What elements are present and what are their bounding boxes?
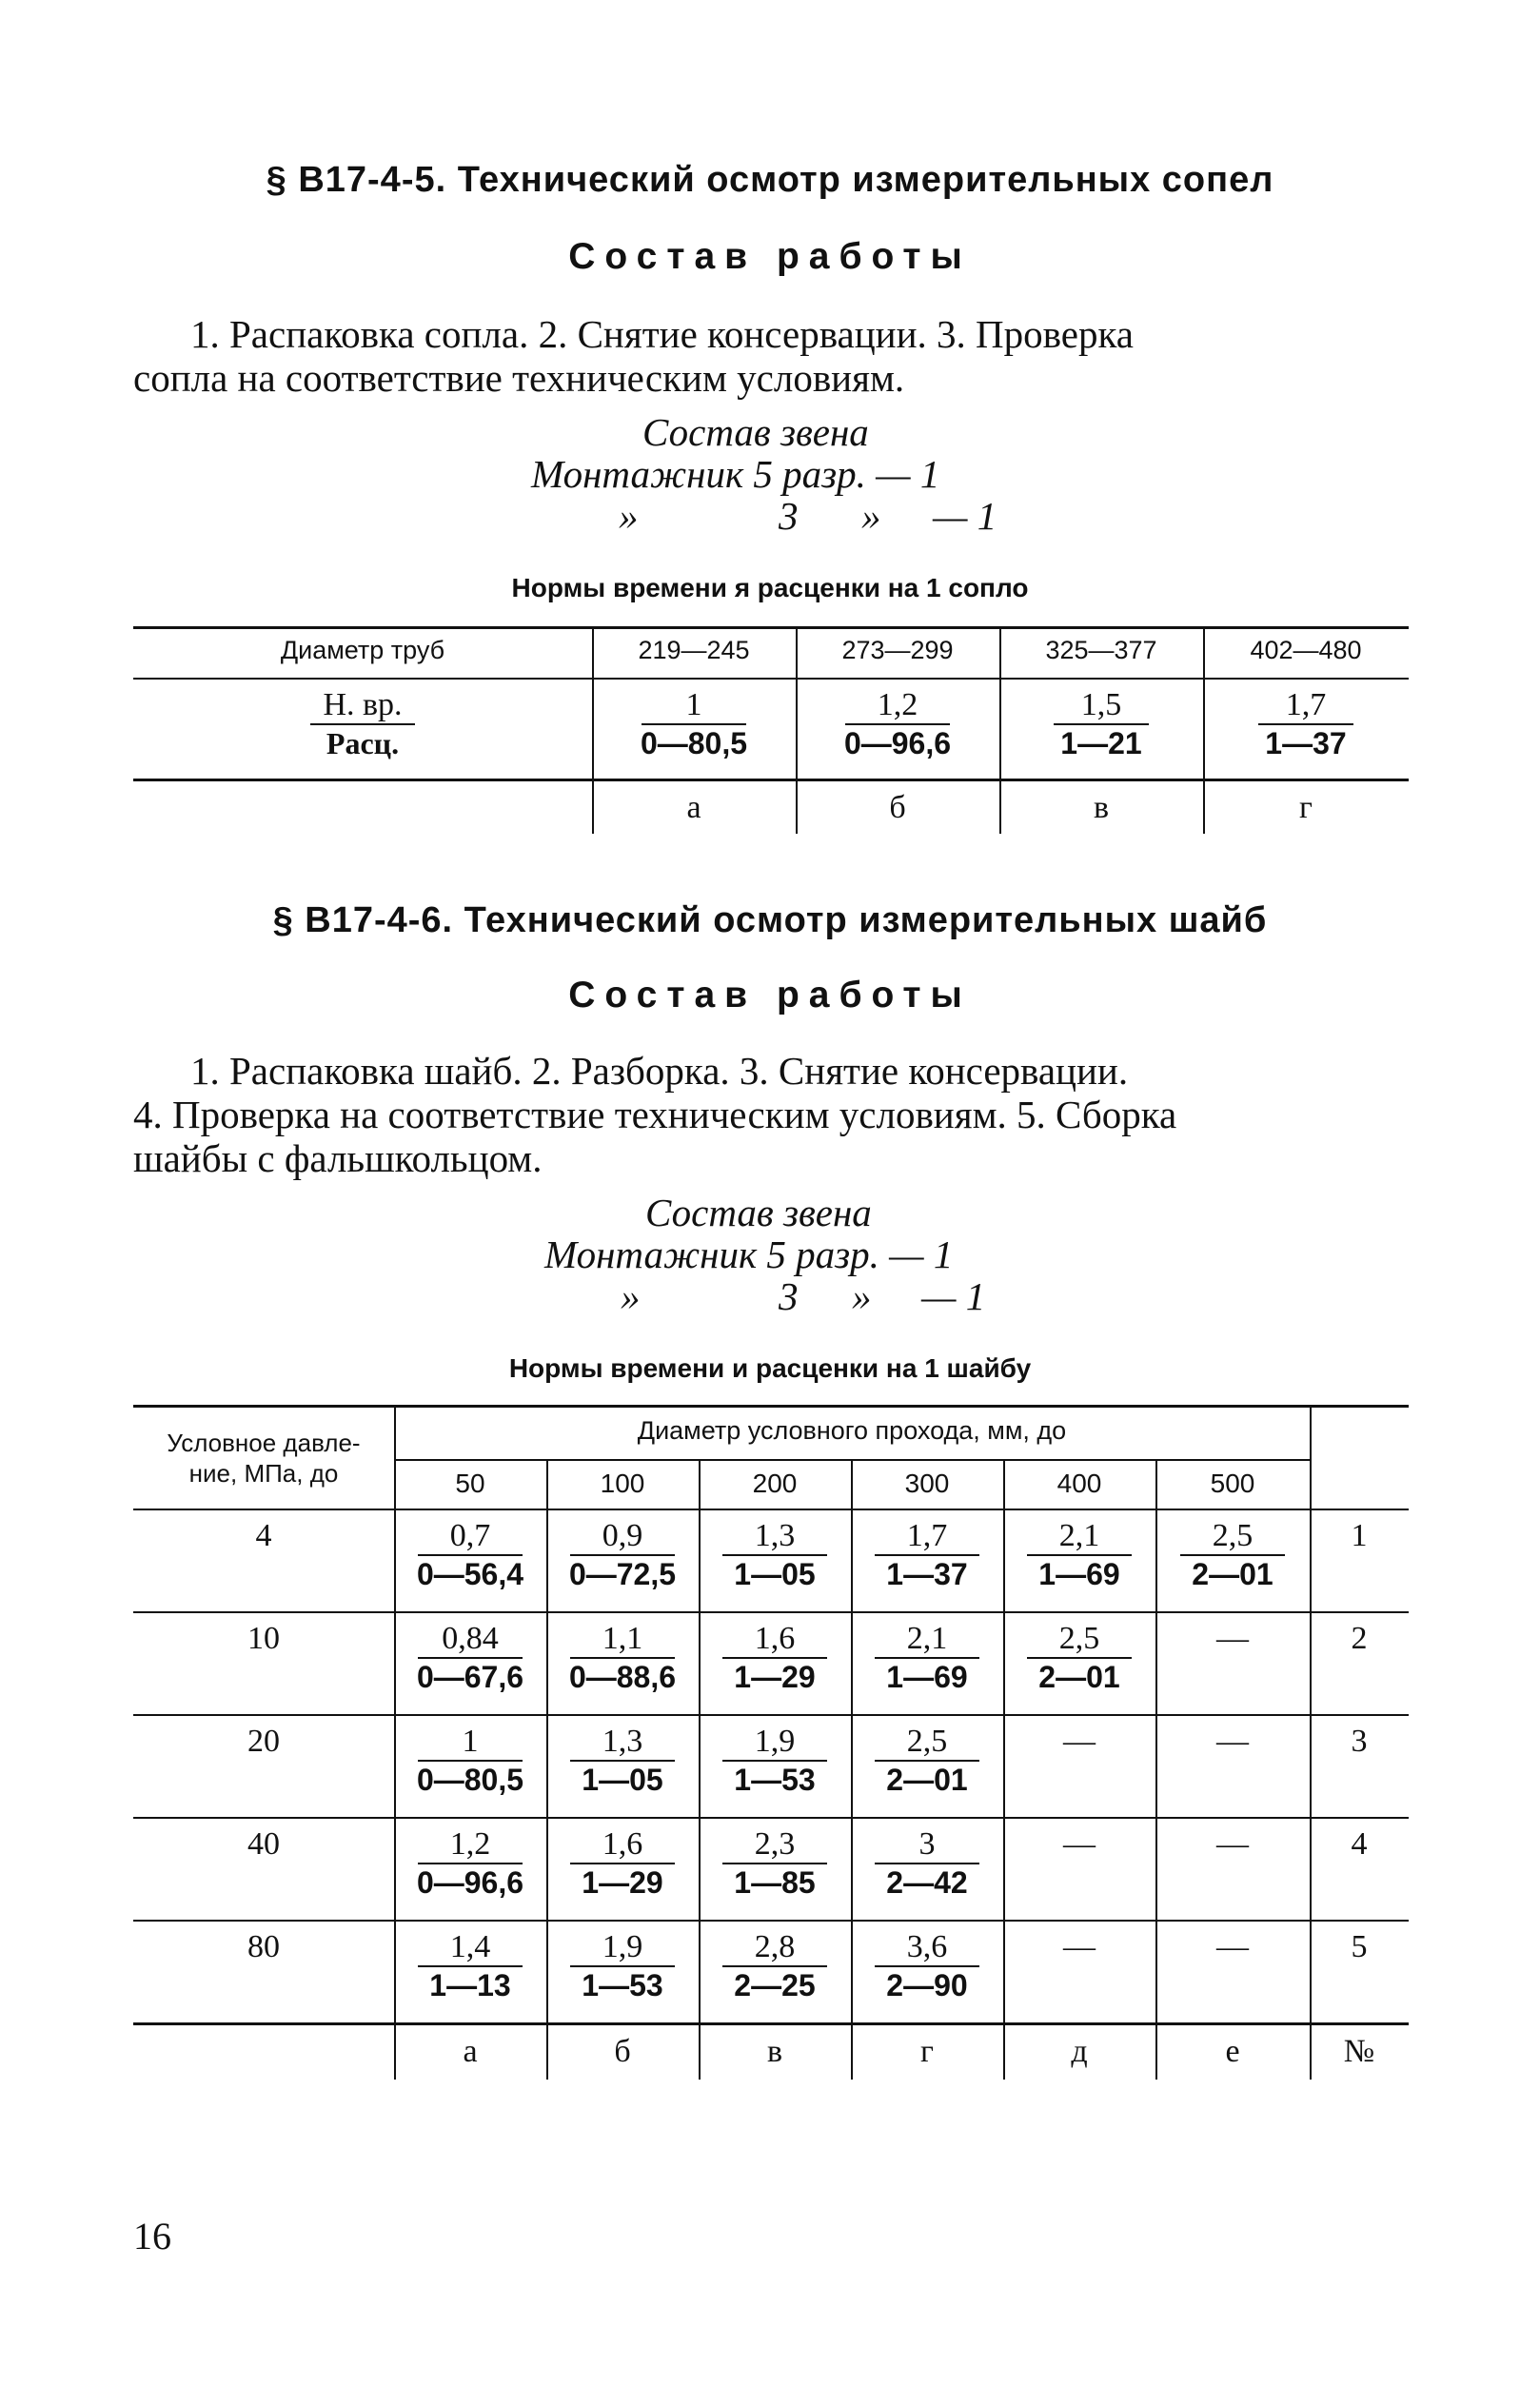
rate-value: 2—01 — [1038, 1660, 1120, 1694]
table2-column-header: 400 — [1056, 1469, 1102, 1498]
table2-dash-cell: — — [1216, 1826, 1249, 1862]
table2-value-cell — [699, 1929, 851, 2003]
table2-value-cell — [1155, 1518, 1310, 1592]
table2-row-number: 3 — [1351, 1724, 1368, 1759]
table1-row-label-norm: Н. вр. — [323, 687, 403, 722]
section2-crew-grade: 3 — [779, 1274, 799, 1318]
table2-dash-cell: — — [1063, 1929, 1096, 1964]
table2-dash-cell: — — [1216, 1724, 1249, 1759]
norm-value: 1,4 — [449, 1929, 491, 1964]
rate-value: 0—56,4 — [416, 1557, 524, 1591]
section2-work-text — [133, 1049, 1409, 1180]
table2-value-cell — [851, 1929, 1003, 2003]
table1-column-letter: б — [889, 790, 906, 825]
table2-pressure-label-line-2: ние, МПа, до — [188, 1459, 339, 1488]
table2-dash-cell: — — [1063, 1724, 1096, 1759]
table2-dash-cell: — — [1216, 1621, 1249, 1656]
table2-column-header: 50 — [455, 1469, 485, 1498]
table2-value-cell — [394, 1724, 546, 1798]
section2-crew-count: — 1 — [921, 1274, 986, 1318]
table2-value-cell — [546, 1621, 699, 1695]
table2-value-cell — [394, 1518, 546, 1592]
norm-value: 2,1 — [906, 1621, 948, 1656]
section2-heading: § В17-4-6. Технический осмотр измерительных шайб — [272, 900, 1268, 940]
table2-value-cell — [851, 1621, 1003, 1695]
table1-column-letter: в — [1093, 790, 1110, 825]
norm-value: 2,5 — [906, 1724, 948, 1759]
norm-value: 1,6 — [754, 1621, 796, 1656]
table1-column-letter: г — [1299, 790, 1313, 825]
rate-value: 1—53 — [582, 1968, 663, 2002]
norm-value: 2,5 — [1212, 1518, 1254, 1553]
section2-work-title: Состав работы — [568, 975, 972, 1016]
table2-value-cell — [1003, 1621, 1155, 1695]
table1-column-header: 273—299 — [841, 636, 954, 664]
section1-heading: § В17-4-5. Технический осмотр измерительных сопел — [266, 160, 1274, 200]
table2-value-cell — [851, 1724, 1003, 1798]
section1-table-caption: Нормы времени я расценки на 1 сопло — [511, 573, 1029, 602]
norm-value: 1,7 — [1285, 687, 1327, 722]
rate-value: 2—01 — [886, 1763, 968, 1797]
table2-value-cell — [546, 1724, 699, 1798]
table2-top-rule — [133, 1405, 1409, 1408]
table2-value-cell — [394, 1929, 546, 2003]
table2-dash-cell: — — [1216, 1929, 1249, 1964]
rate-value: 1—69 — [1038, 1557, 1120, 1591]
table2-row-rule — [133, 1714, 1409, 1716]
table2-value-cell — [546, 1929, 699, 2003]
table2-value-cell — [394, 1621, 546, 1695]
table2-value-cell — [394, 1826, 546, 1901]
norm-value: 1,3 — [754, 1518, 796, 1553]
norm-value: 1,6 — [602, 1826, 643, 1862]
norm-value: 0,9 — [602, 1518, 643, 1553]
section2-work-line-3: шайбы с фальшкольцом. — [133, 1136, 543, 1180]
rate-value: 1—69 — [886, 1660, 968, 1694]
norm-value: 2,1 — [1058, 1518, 1100, 1553]
table2-column-letter: б — [614, 2034, 631, 2069]
table1-column-header: 219—245 — [638, 636, 750, 664]
rate-value: 2—01 — [1192, 1557, 1273, 1591]
table1-column-letter: а — [686, 790, 701, 825]
table2-pressure-value: 80 — [247, 1929, 280, 1964]
table2-value-cell — [546, 1826, 699, 1901]
norm-value: 1,2 — [877, 687, 918, 722]
section2-work-line-1: 1. Распаковка шайб. 2. Разборка. 3. Снятие консервации. — [190, 1049, 1129, 1093]
table2-pressure-label — [133, 1428, 394, 1489]
section2-crew-title: Состав звена — [645, 1191, 872, 1234]
norm-value: 3,6 — [906, 1929, 948, 1964]
table2-column-header: 500 — [1210, 1469, 1255, 1498]
section2-crew-mark: » — [621, 1274, 641, 1318]
section1-crew-mark2: » — [861, 494, 881, 538]
norm-value: 2,3 — [754, 1826, 796, 1862]
table2-value-cell — [699, 1621, 851, 1695]
table2-header-rule — [133, 1509, 1409, 1510]
rate-value: 1—05 — [582, 1763, 663, 1797]
table1-value-cell — [796, 687, 999, 761]
rate-value: 0—88,6 — [568, 1660, 677, 1694]
table2-value-cell — [699, 1724, 851, 1798]
norm-value: 0,84 — [442, 1621, 499, 1656]
rate-value: 1—05 — [734, 1557, 816, 1591]
norm-value: 1,9 — [602, 1929, 643, 1964]
table2-row-rule — [133, 1817, 1409, 1819]
table2-no-label: № — [1343, 2034, 1375, 2069]
section1-crew-grade: 3 — [779, 494, 799, 538]
table1-column-header: 325—377 — [1045, 636, 1157, 664]
table2-value-cell — [851, 1518, 1003, 1592]
norm-value: 3 — [918, 1826, 936, 1862]
table1-header-label: Диаметр труб — [280, 636, 445, 664]
rate-value: 2—90 — [886, 1968, 968, 2002]
section1-crew-mark: » — [619, 494, 639, 538]
table2-column-letter: в — [766, 2034, 783, 2069]
rate-value: 1—29 — [582, 1865, 663, 1900]
rate-value: 0—96,6 — [843, 726, 952, 760]
rate-value: 2—25 — [734, 1968, 816, 2002]
rate-value: 0—72,5 — [568, 1557, 677, 1591]
table2-column-header: 300 — [904, 1469, 950, 1498]
section1-crew-count: — 1 — [933, 494, 997, 538]
table2-row-number: 1 — [1351, 1518, 1368, 1553]
table2-pressure-value: 40 — [247, 1826, 280, 1862]
table1-value-cell — [592, 687, 796, 761]
section2-crew-mark2: » — [852, 1274, 872, 1318]
norm-value: 0,7 — [449, 1518, 491, 1553]
table1-bottom-rule — [133, 779, 1409, 781]
norm-value: 2,5 — [1058, 1621, 1100, 1656]
table2-row-number: 4 — [1351, 1826, 1368, 1862]
section1-work-line-1: 1. Распаковка сопла. 2. Снятие консервации. 3. Проверка — [190, 312, 1134, 356]
norm-value: 1,2 — [449, 1826, 491, 1862]
section1-work-text — [133, 312, 1409, 400]
rate-value: 1—53 — [734, 1763, 816, 1797]
rate-value: 0—80,5 — [416, 1763, 524, 1797]
section1-crew-title: Состав звена — [642, 410, 869, 454]
table2-column-letter: г — [920, 2034, 934, 2069]
table1-top-rule — [133, 626, 1409, 629]
table1-row-label — [247, 687, 478, 761]
table2-pressure-value: 10 — [247, 1621, 280, 1656]
table2-value-cell — [1003, 1518, 1155, 1592]
rate-value: 1—85 — [734, 1865, 816, 1900]
table1-column-header: 402—480 — [1250, 636, 1362, 664]
page-number: 16 — [133, 2215, 171, 2258]
table2-row-rule — [133, 1611, 1409, 1613]
table2-row-number: 2 — [1351, 1621, 1368, 1656]
norm-value: 1,5 — [1080, 687, 1122, 722]
section1-work-line-2: сопла на соответствие техническим условиям. — [133, 356, 905, 400]
rate-value: 2—42 — [886, 1865, 968, 1900]
table2-diameter-label: Диаметр условного прохода, мм, до — [637, 1416, 1067, 1445]
table2-row-rule — [133, 1920, 1409, 1922]
rate-value: 1—37 — [1265, 726, 1347, 760]
table2-column-header: 200 — [752, 1469, 798, 1498]
norm-value: 1,9 — [754, 1724, 796, 1759]
table1-value-cell — [999, 687, 1203, 761]
section2-work-line-2: 4. Проверка на соответствие техническим условиям. 5. Сборка — [133, 1093, 1177, 1136]
table2-column-letter: д — [1071, 2034, 1088, 2069]
norm-value: 1 — [685, 687, 702, 722]
rate-value: 1—29 — [734, 1660, 816, 1694]
section1-work-title: Состав работы — [568, 236, 972, 277]
table2-value-cell — [699, 1518, 851, 1592]
section1-crew-line-1: Монтажник 5 разр. — 1 — [531, 452, 940, 496]
table1-header-rule — [133, 678, 1409, 680]
table2-pressure-value: 20 — [247, 1724, 280, 1759]
section2-table-caption: Нормы времени и расценки на 1 шайбу — [508, 1353, 1032, 1383]
table2-column-letter: е — [1225, 2034, 1240, 2069]
table2-value-cell — [546, 1518, 699, 1592]
table2-value-cell — [699, 1826, 851, 1901]
norm-value: 1,3 — [602, 1724, 643, 1759]
table2-value-cell — [851, 1826, 1003, 1901]
table2-column-letter: а — [463, 2034, 478, 2069]
table2-bottom-rule — [133, 2022, 1409, 2025]
rate-value: 0—80,5 — [640, 726, 748, 760]
table2-column-header: 100 — [600, 1469, 645, 1498]
norm-value: 2,8 — [754, 1929, 796, 1964]
norm-value: 1,7 — [906, 1518, 948, 1553]
rate-value: 1—21 — [1060, 726, 1142, 760]
table2-pressure-label-line-1: Условное давле- — [167, 1429, 361, 1457]
section2-crew-line-1: Монтажник 5 разр. — 1 — [544, 1233, 954, 1276]
rate-value: 0—67,6 — [416, 1660, 524, 1694]
table2-pressure-value: 4 — [255, 1518, 272, 1553]
rate-value: 1—13 — [429, 1968, 511, 2002]
rate-value: 1—37 — [886, 1557, 968, 1591]
table1-value-cell — [1203, 687, 1409, 761]
table2-row-number: 5 — [1351, 1929, 1368, 1964]
table2-dash-cell: — — [1063, 1826, 1096, 1862]
rate-value: 0—96,6 — [416, 1865, 524, 1900]
norm-value: 1,1 — [602, 1621, 643, 1656]
norm-value: 1 — [462, 1724, 479, 1759]
table1-row-label-rate: Расц. — [326, 726, 400, 760]
